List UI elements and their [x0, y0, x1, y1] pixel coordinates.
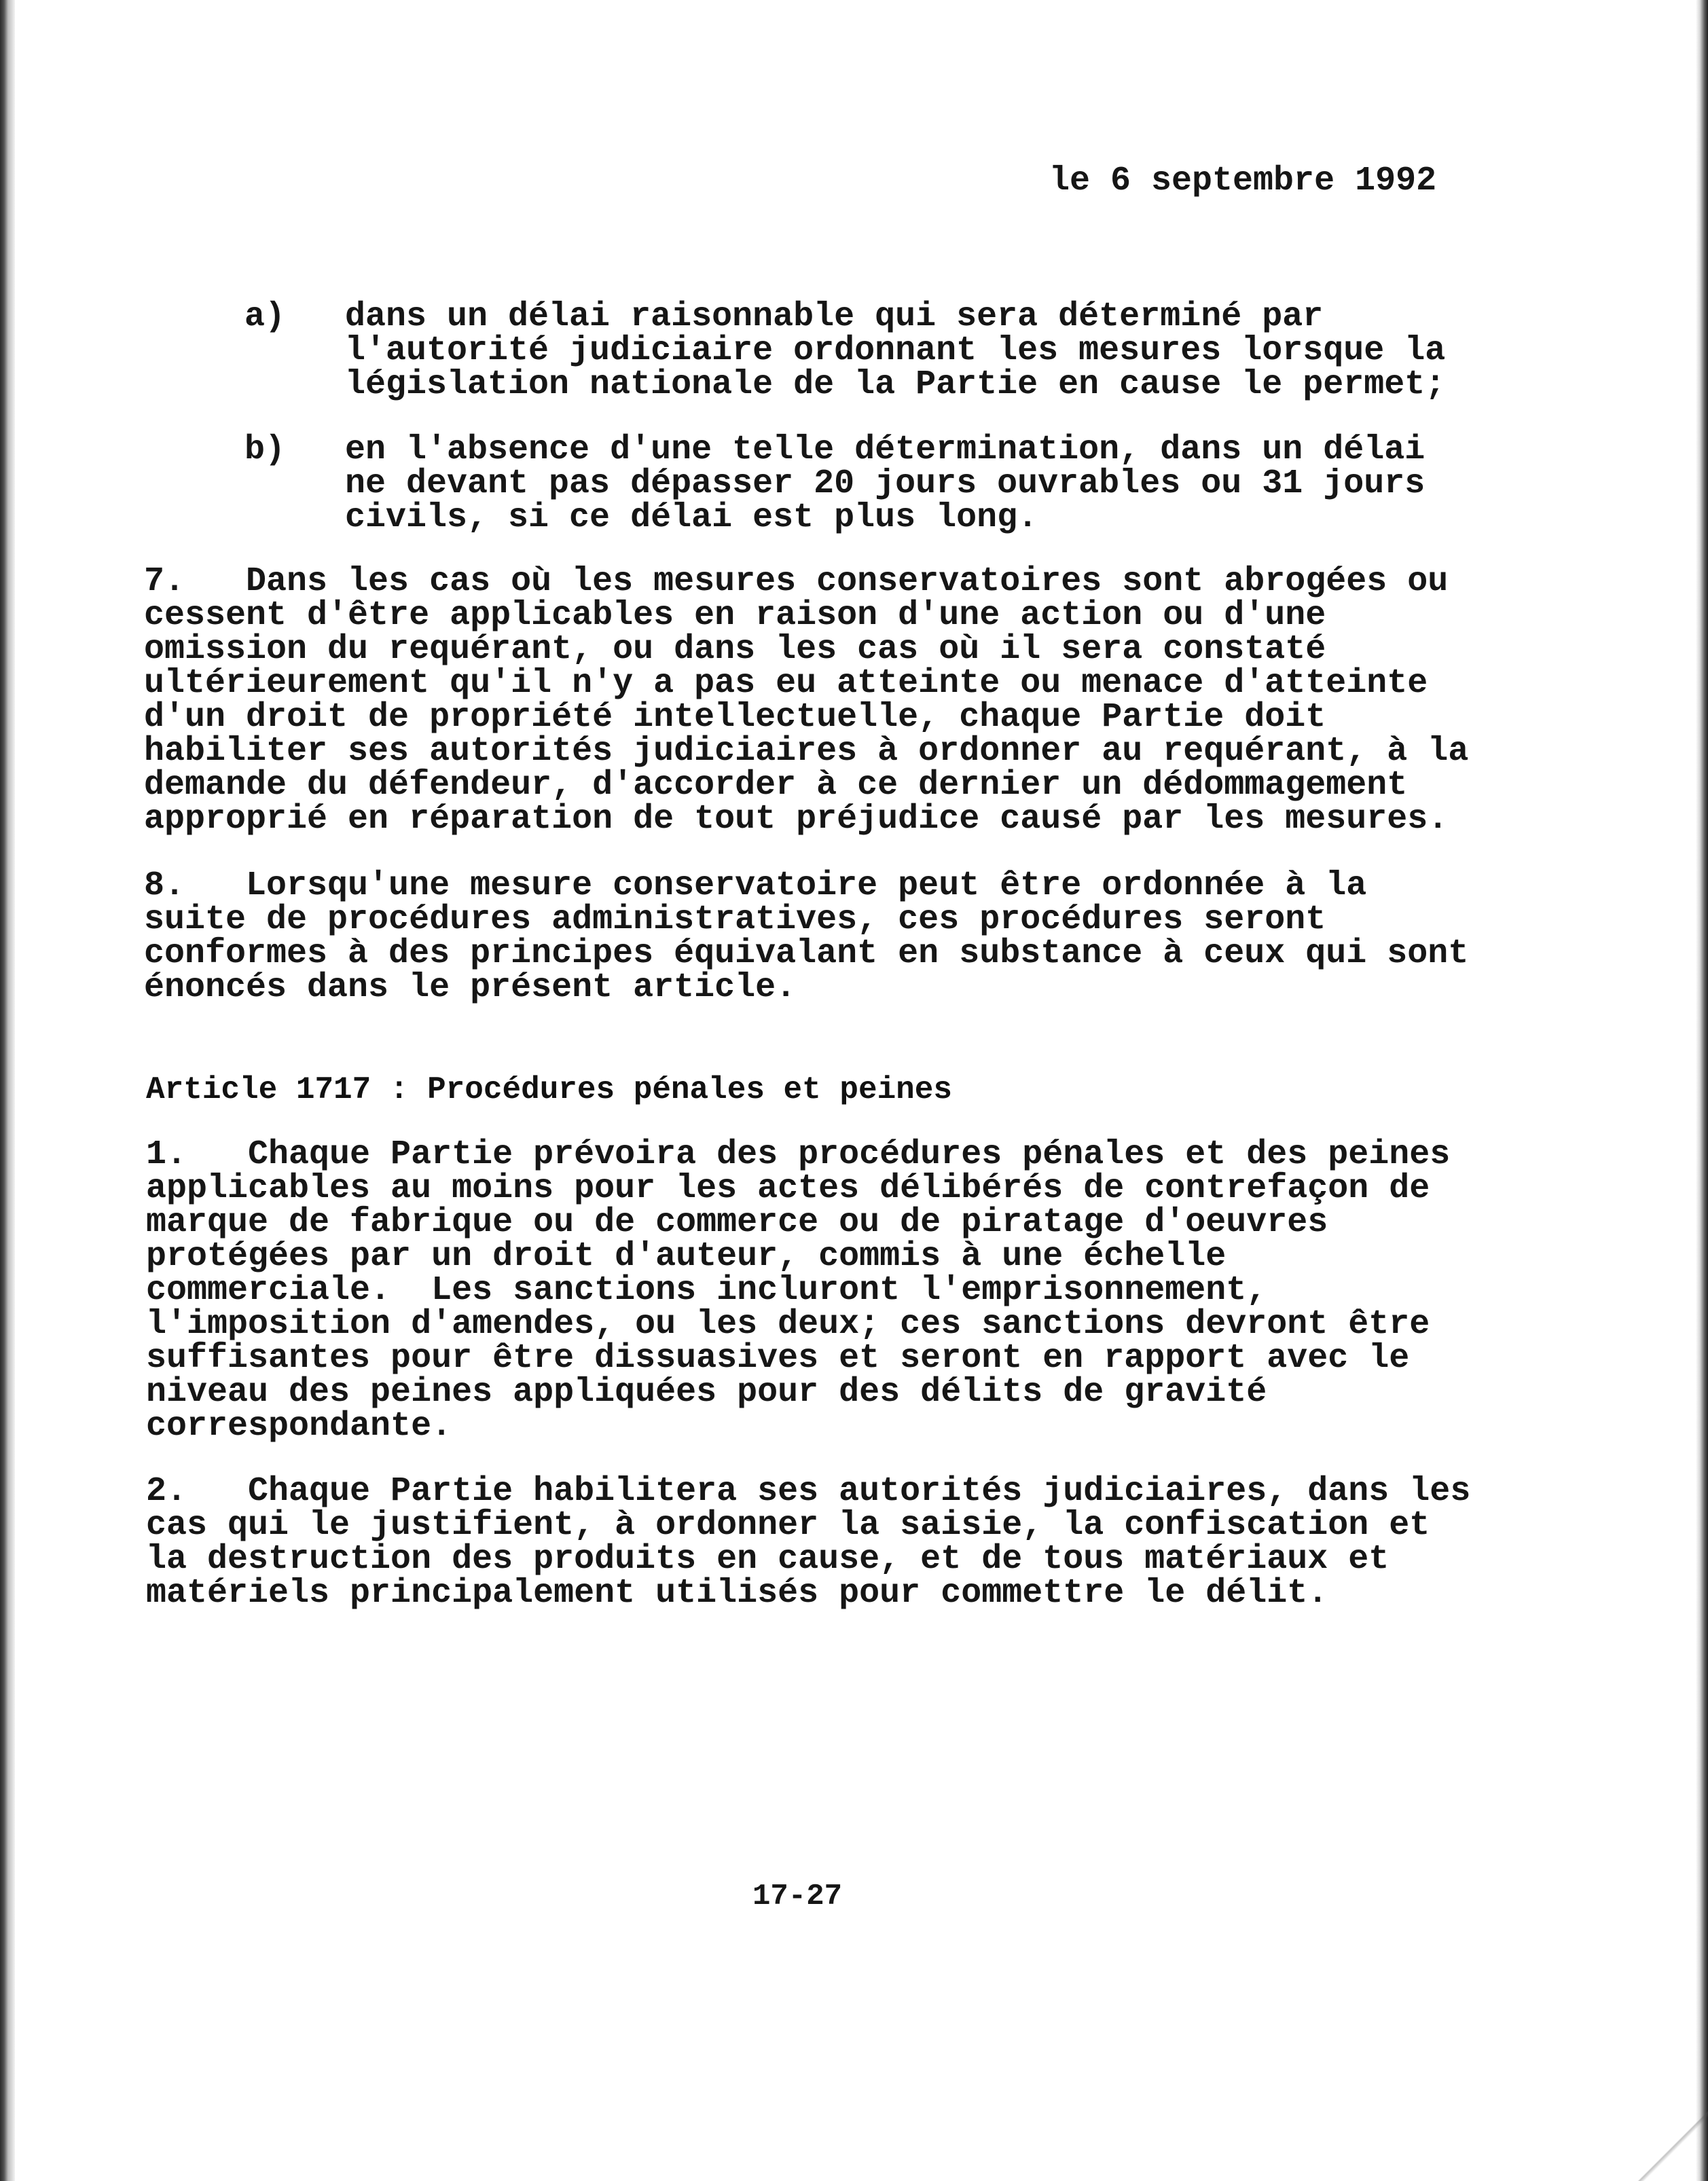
scan-edge-left [0, 0, 15, 2181]
article-paragraph-2-line-3: la destruction des produits en cause, et de tous matériaux et [146, 1540, 1389, 1579]
list-item-b-line-3: civils, si ce délai est plus long. [345, 498, 1038, 537]
list-item-b-line-1: en l'absence d'une telle détermination, dans un délai [345, 430, 1425, 469]
paragraph-7 [144, 562, 1469, 839]
paragraph-7-line-5: d'un droit de propriété intellectuelle, chaque Partie doit [144, 698, 1326, 737]
document-date: le 6 septembre 1992 [1049, 162, 1437, 200]
article-paragraph-1-line-9: correspondante. [146, 1407, 452, 1446]
paragraph-7-line-2: cessent d'être applicables en raison d'une action ou d'une [144, 596, 1326, 635]
article-paragraph-2-line-2: cas qui le justifient, à ordonner la saisie, la confiscation et [146, 1506, 1430, 1545]
list-item-a [345, 297, 1446, 404]
article-paragraph-1-line-8: niveau des peines appliquées pour des délits de gravité [146, 1373, 1267, 1412]
article-paragraph-2 [146, 1472, 1471, 1613]
list-item-a-line-3: législation nationale de la Partie en cause le permet; [345, 365, 1446, 404]
page-number: 17-27 [752, 1880, 843, 1913]
paragraph-7-line-8: approprié en réparation de tout préjudice causé par les mesures. [144, 800, 1449, 839]
article-paragraph-1-line-3: marque de fabrique ou de commerce ou de piratage d'oeuvres [146, 1203, 1328, 1242]
paragraph-7-line-6: habiliter ses autorités judiciaires à ordonner au requérant, à la [144, 732, 1469, 771]
article-paragraph-1-line-7: suffisantes pour être dissuasives et seront en rapport avec le [146, 1339, 1410, 1378]
list-item-a-line-2: l'autorité judiciaire ordonnant les mesures lorsque la [345, 331, 1446, 370]
article-paragraph-1-line-5: commerciale. Les sanctions incluront l'emprisonnement, [146, 1271, 1267, 1310]
paragraph-7-line-7: demande du défendeur, d'accorder à ce dernier un dédommagement [144, 766, 1408, 805]
paragraph-8-line-3: conformes à des principes équivalant en substance à ceux qui sont [144, 934, 1469, 973]
list-marker-b: b) [244, 430, 286, 469]
scan-edge-right [1696, 0, 1708, 2181]
paragraph-7-line-3: omission du requérant, ou dans les cas où il sera constaté [144, 630, 1326, 669]
article-paragraph-1-line-6: l'imposition d'amendes, ou les deux; ces sanctions devront être [146, 1305, 1430, 1344]
article-paragraph-1-line-4: protégées par un droit d'auteur, commis à une échelle [146, 1237, 1227, 1276]
list-item-b-line-2: ne devant pas dépasser 20 jours ouvrables ou 31 jours [345, 464, 1425, 503]
article-paragraph-2-line-4: matériels principalement utilisés pour commettre le délit. [146, 1574, 1328, 1613]
article-paragraph-1-line-1: 1. Chaque Partie prévoira des procédures pénales et des peines [146, 1135, 1451, 1174]
paragraph-8 [144, 866, 1469, 1007]
list-item-a-line-1: dans un délai raisonnable qui sera déterminé par [345, 297, 1324, 336]
paragraph-7-line-1: 7. Dans les cas où les mesures conservatoires sont abrogées ou [144, 562, 1449, 601]
paragraph-7-line-4: ultérieurement qu'il n'y a pas eu atteinte ou menace d'atteinte [144, 664, 1428, 703]
paragraph-8-line-4: énoncés dans le présent article. [144, 968, 797, 1007]
list-marker-a: a) [244, 297, 286, 336]
article-paragraph-1 [146, 1135, 1451, 1446]
article-paragraph-1-line-2: applicables au moins pour les actes délibérés de contrefaçon de [146, 1169, 1430, 1208]
scan-corner-artifact [1613, 2100, 1708, 2181]
article-heading: Article 1717 : Procédures pénales et peines [146, 1072, 952, 1107]
list-item-b [345, 430, 1425, 537]
paragraph-8-line-1: 8. Lorsqu'une mesure conservatoire peut être ordonnée à la [144, 866, 1367, 905]
article-paragraph-2-line-1: 2. Chaque Partie habilitera ses autorités judiciaires, dans les [146, 1472, 1471, 1511]
paragraph-8-line-2: suite de procédures administratives, ces procédures seront [144, 900, 1326, 939]
